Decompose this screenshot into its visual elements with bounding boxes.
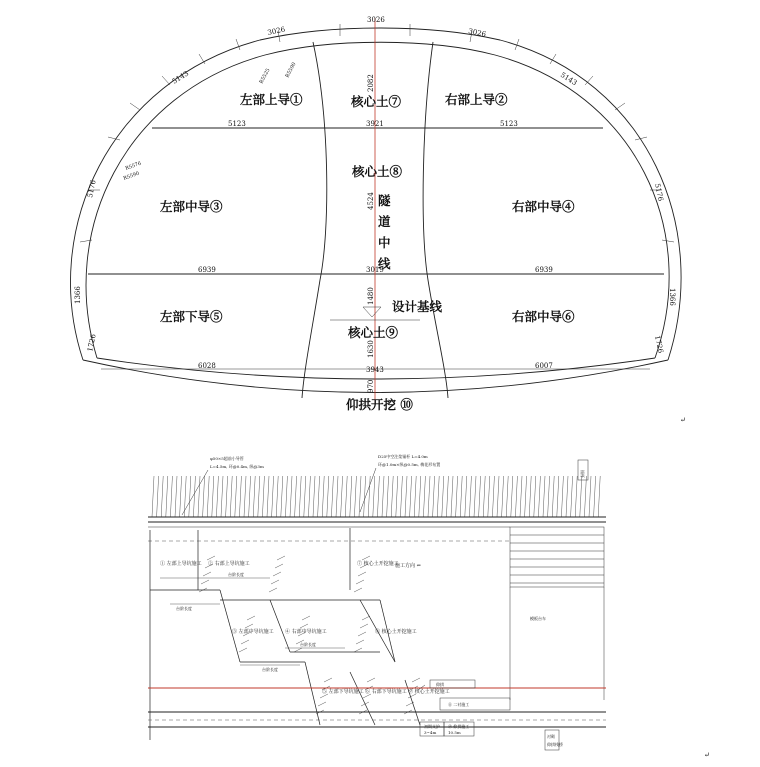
step5-label: ⑤ 左部下导坑施工: [322, 689, 364, 695]
centerline-char-1: 隧: [378, 193, 391, 208]
bolt-line: [221, 476, 223, 517]
bolt-line: [235, 476, 237, 517]
bolt-line: [299, 476, 301, 517]
face-bolt-tick: [358, 572, 366, 576]
face-bolt-tick: [269, 588, 277, 592]
dim-row3-center: 3943: [366, 366, 384, 374]
dim-3-4: 3~4m: [424, 730, 437, 735]
span-c: 台阶长度: [262, 667, 278, 672]
bolt-line: [456, 476, 458, 517]
zone-core-top: 核心土⑦: [351, 94, 402, 109]
bolt-line: [465, 476, 467, 517]
face-bolt-tick: [362, 556, 370, 560]
direction-label: 施工方向 ⇐: [395, 563, 421, 569]
dim-10-5: 10.5m: [448, 730, 461, 735]
ring-box: [545, 730, 559, 750]
bolt-line: [529, 476, 531, 517]
step2-label: ② 右部上导坑施工: [208, 561, 250, 567]
bolt-line: [451, 476, 453, 517]
bolt-line: [575, 476, 577, 517]
return-mark-2: ↵: [704, 751, 710, 759]
core-left-boundary: [302, 42, 327, 398]
zone-core-mid: 核心土⑧: [352, 164, 403, 179]
bolt-fan-lines: [152, 476, 600, 714]
dim-v-invert: 970: [367, 379, 375, 393]
step6-label: ⑥ 右部下导坑施工: [365, 689, 407, 695]
zone-right-upper: 右部上导②: [445, 92, 508, 107]
bolt-line: [552, 476, 554, 517]
lining-trolley-label: 模板台车: [530, 616, 546, 621]
bolt-line: [336, 476, 338, 517]
bolt-line: [308, 476, 310, 517]
bolt-line: [557, 476, 559, 517]
dim-top-left-arc: 3026: [266, 25, 286, 37]
bolt-line: [157, 476, 159, 517]
step10-label: ⑩ 仰拱施工: [448, 724, 470, 729]
bolt-line: [382, 476, 384, 517]
bolt-line: [216, 476, 218, 517]
dim-bolt-d: R5590: [122, 170, 141, 182]
bolt-line: [327, 476, 329, 517]
zone-left-upper: 左部上导①: [240, 92, 303, 107]
corner-label: 锚杆: [580, 470, 585, 478]
centerline-char-2: 道: [378, 214, 391, 229]
bolt-line: [226, 476, 228, 517]
span-b: 台阶长度: [176, 606, 192, 611]
bolt-line: [525, 476, 527, 517]
bolt-line: [359, 476, 361, 517]
bolt-line: [391, 476, 393, 517]
dim-side-right-low: 1726: [653, 334, 665, 354]
note-left-leader: [182, 470, 208, 515]
bolt-line: [285, 476, 287, 517]
bottom-text: 仰拱栈桥: [547, 742, 563, 747]
dim-row3-left: 6028: [198, 362, 216, 370]
bolt-line: [534, 476, 536, 517]
bolt-line: [571, 476, 573, 517]
dim-row2-right: 6939: [535, 266, 553, 274]
face-bolt-tick: [324, 678, 332, 682]
bolt-line: [322, 476, 324, 517]
zone-left-lower: 左部下导⑤: [160, 309, 223, 324]
invert-outer: [83, 360, 668, 393]
zone-invert: 仰拱开挖 ⑩: [346, 397, 413, 412]
face-bolt-tick: [318, 702, 326, 706]
bolt-line: [548, 476, 550, 517]
bolt-line: [598, 476, 600, 517]
bolt-line: [373, 476, 375, 517]
dim-upper-left-arc: 5143: [170, 69, 191, 86]
bolt-line: [479, 476, 481, 517]
bolt-line: [152, 476, 154, 517]
face-bolt-tick: [241, 640, 249, 644]
bolt-line: [483, 476, 485, 517]
face-bolt-tick: [277, 556, 285, 560]
face-bolt-tick: [247, 616, 255, 620]
bolt-line: [502, 476, 504, 517]
face-bolt-tick: [300, 624, 308, 628]
note-right-1: D25中空注浆锚杆 L=4.0m: [378, 454, 428, 459]
bolt-line: [207, 476, 209, 517]
bolt-line: [212, 476, 214, 517]
bolt-line: [580, 476, 582, 517]
bolt-line: [511, 476, 513, 517]
span-d: 台阶长度: [300, 642, 316, 647]
bolt-line: [543, 476, 545, 517]
dim-side-left-mid: 1366: [74, 286, 82, 304]
bolt-line: [400, 476, 402, 517]
bolt-line: [203, 476, 205, 517]
dim-row2-center: 3019: [366, 266, 384, 274]
bolt-line: [506, 476, 508, 517]
bolt-line: [538, 476, 540, 517]
step8-label: ⑧ 核心土开挖施工: [375, 629, 417, 635]
bolt-line: [313, 476, 315, 517]
face-bolt-tick: [356, 640, 364, 644]
bolt-line: [410, 476, 412, 517]
bolt-line: [345, 476, 347, 517]
bolt-line: [295, 476, 297, 517]
tunnel-cross-section: [70, 16, 681, 412]
bolt-line: [368, 476, 370, 517]
baseline-marker-icon: [363, 307, 381, 317]
bolt-line: [262, 476, 264, 517]
dim-top-center: 3026: [367, 16, 385, 24]
bolt-line: [170, 476, 172, 517]
zone-right-lower: 右部中导⑥: [512, 309, 575, 324]
bolt-line: [184, 476, 186, 517]
box-label1: 仰拱: [436, 682, 444, 687]
bolt-line: [589, 476, 591, 517]
bolt-line: [175, 476, 177, 517]
face-bolt-tick: [245, 624, 253, 628]
face-bolt-tick: [360, 624, 368, 628]
return-mark-1: ↵: [680, 416, 686, 424]
bolt-line: [387, 476, 389, 517]
face-bolt-tick: [207, 556, 215, 560]
dim-row1-center: 3921: [366, 120, 384, 128]
bolt-line: [244, 476, 246, 517]
design-baseline-label: 设计基线: [392, 299, 443, 314]
bolt-line: [290, 476, 292, 517]
step9-label: ⑨ 核心土开挖施工: [408, 689, 450, 695]
bolt-line: [331, 476, 333, 517]
bolt-line: [304, 476, 306, 517]
bolt-line: [193, 476, 195, 517]
bolt-line: [350, 476, 352, 517]
bolt-line: [377, 476, 379, 517]
bolt-line: [423, 476, 425, 517]
face-bolt-tick: [412, 678, 420, 682]
step1-label: ① 左部上导坑施工: [160, 561, 202, 567]
bolt-line: [354, 476, 356, 517]
bolt-line: [341, 476, 343, 517]
ring-text: 衬砌: [547, 734, 555, 739]
face-bolt-tick: [271, 580, 279, 584]
face-bolt-tick: [358, 632, 366, 636]
bolt-line: [276, 476, 278, 517]
face-bolt-tick: [201, 580, 209, 584]
bolt-line: [166, 476, 168, 517]
step3-label: ③ 左部中导坑施工: [232, 629, 274, 635]
centerline-char-4: 线: [378, 256, 391, 271]
bolt-line: [437, 476, 439, 517]
bolt-line: [253, 476, 255, 517]
note-left-2: L=4.5m, 环@0.4m, 纵@3m: [210, 464, 264, 469]
bolt-line: [161, 476, 163, 517]
bolt-line: [419, 476, 421, 517]
bolt-line: [584, 476, 586, 517]
dim-v-core-low2: 1630: [367, 340, 375, 358]
lining-trolley-block: [510, 527, 604, 700]
span-a: 台阶长度: [228, 572, 244, 577]
bolt-line: [433, 476, 435, 517]
bolt-line: [515, 476, 517, 517]
face-bolt-tick: [354, 588, 362, 592]
bolt-line: [318, 476, 320, 517]
bolt-line: [561, 476, 563, 517]
dim-v-core-top: 2082: [367, 74, 375, 92]
zone-core-bottom: 核心土⑨: [348, 325, 399, 340]
centerline-char-3: 中: [378, 235, 391, 250]
bolt-line: [414, 476, 416, 517]
dim-row2-left: 6939: [198, 266, 216, 274]
note-right-leader: [360, 468, 376, 512]
face-bolt-tick: [275, 564, 283, 568]
bolt-line: [492, 476, 494, 517]
dim-v-core-low1: 1480: [367, 287, 375, 305]
bolt-line: [267, 476, 269, 517]
face-bolt-tick: [203, 572, 211, 576]
bolt-line: [189, 476, 191, 517]
face-bolt-tick: [362, 616, 370, 620]
dim-top-right-arc: 3026: [467, 27, 487, 39]
bolt-line: [474, 476, 476, 517]
bolt-line: [272, 476, 274, 517]
dim-bolt-c: R5576: [124, 160, 143, 172]
dim-side-left-low: 1726: [86, 333, 98, 353]
face-bolt-tick: [294, 648, 302, 652]
dim-bolt-b: R5590: [284, 61, 298, 79]
bolt-line: [281, 476, 283, 517]
step7-label: ⑦ 核心土开挖施工: [357, 561, 399, 567]
face-bolt-tick: [354, 648, 362, 652]
zone-right-mid: 右部中导④: [512, 199, 575, 214]
dim-v-core-mid: 4524: [367, 192, 375, 210]
dim-side-right-upper: 5176: [653, 182, 665, 202]
bolt-line: [520, 476, 522, 517]
bolt-line: [180, 476, 182, 517]
dim-row1-left: 5123: [228, 120, 246, 128]
bolt-line: [405, 476, 407, 517]
note-left-1: φ50×5超前小导管: [210, 456, 244, 461]
dim-side-left-upper: 5176: [86, 179, 98, 199]
dim-upper-right-arc: 5143: [558, 70, 579, 88]
box-label2: 初期支护: [424, 724, 440, 729]
dim-row3-right: 6007: [535, 362, 553, 370]
bolt-line: [239, 476, 241, 517]
bolt-line: [469, 476, 471, 517]
note-right-2: 环@1.0m×纵@0.5m, 梅花形布置: [378, 462, 441, 467]
face-bolt-tick: [356, 580, 364, 584]
bolt-line: [249, 476, 251, 517]
bolt-line: [396, 476, 398, 517]
dim-side-right-mid: 1366: [668, 288, 676, 306]
face-bolt-tick: [273, 572, 281, 576]
bolt-line: [230, 476, 232, 517]
bolt-line: [258, 476, 260, 517]
bolt-line: [198, 476, 200, 517]
bolt-line: [497, 476, 499, 517]
dim-row1-right: 5123: [500, 120, 518, 128]
bolt-line: [442, 476, 444, 517]
ring-label: ⑪ 二衬施工: [448, 702, 470, 707]
bolt-line: [460, 476, 462, 517]
bolt-line: [488, 476, 490, 517]
bolt-line: [428, 476, 430, 517]
face-bolt-tick: [239, 648, 247, 652]
bolt-line: [566, 476, 568, 517]
bolt-line: [364, 476, 366, 517]
tunnel-longitudinal-section: [148, 453, 606, 750]
face-bolt-tick: [302, 616, 310, 620]
dim-bolt-a: R5525: [258, 67, 272, 85]
step4-label: ④ 右部中导坑施工: [285, 629, 327, 635]
face-bolt-tick: [367, 678, 375, 682]
zone-left-mid: 左部中导③: [160, 199, 223, 214]
bolt-line: [594, 476, 596, 517]
bolt-line: [446, 476, 448, 517]
